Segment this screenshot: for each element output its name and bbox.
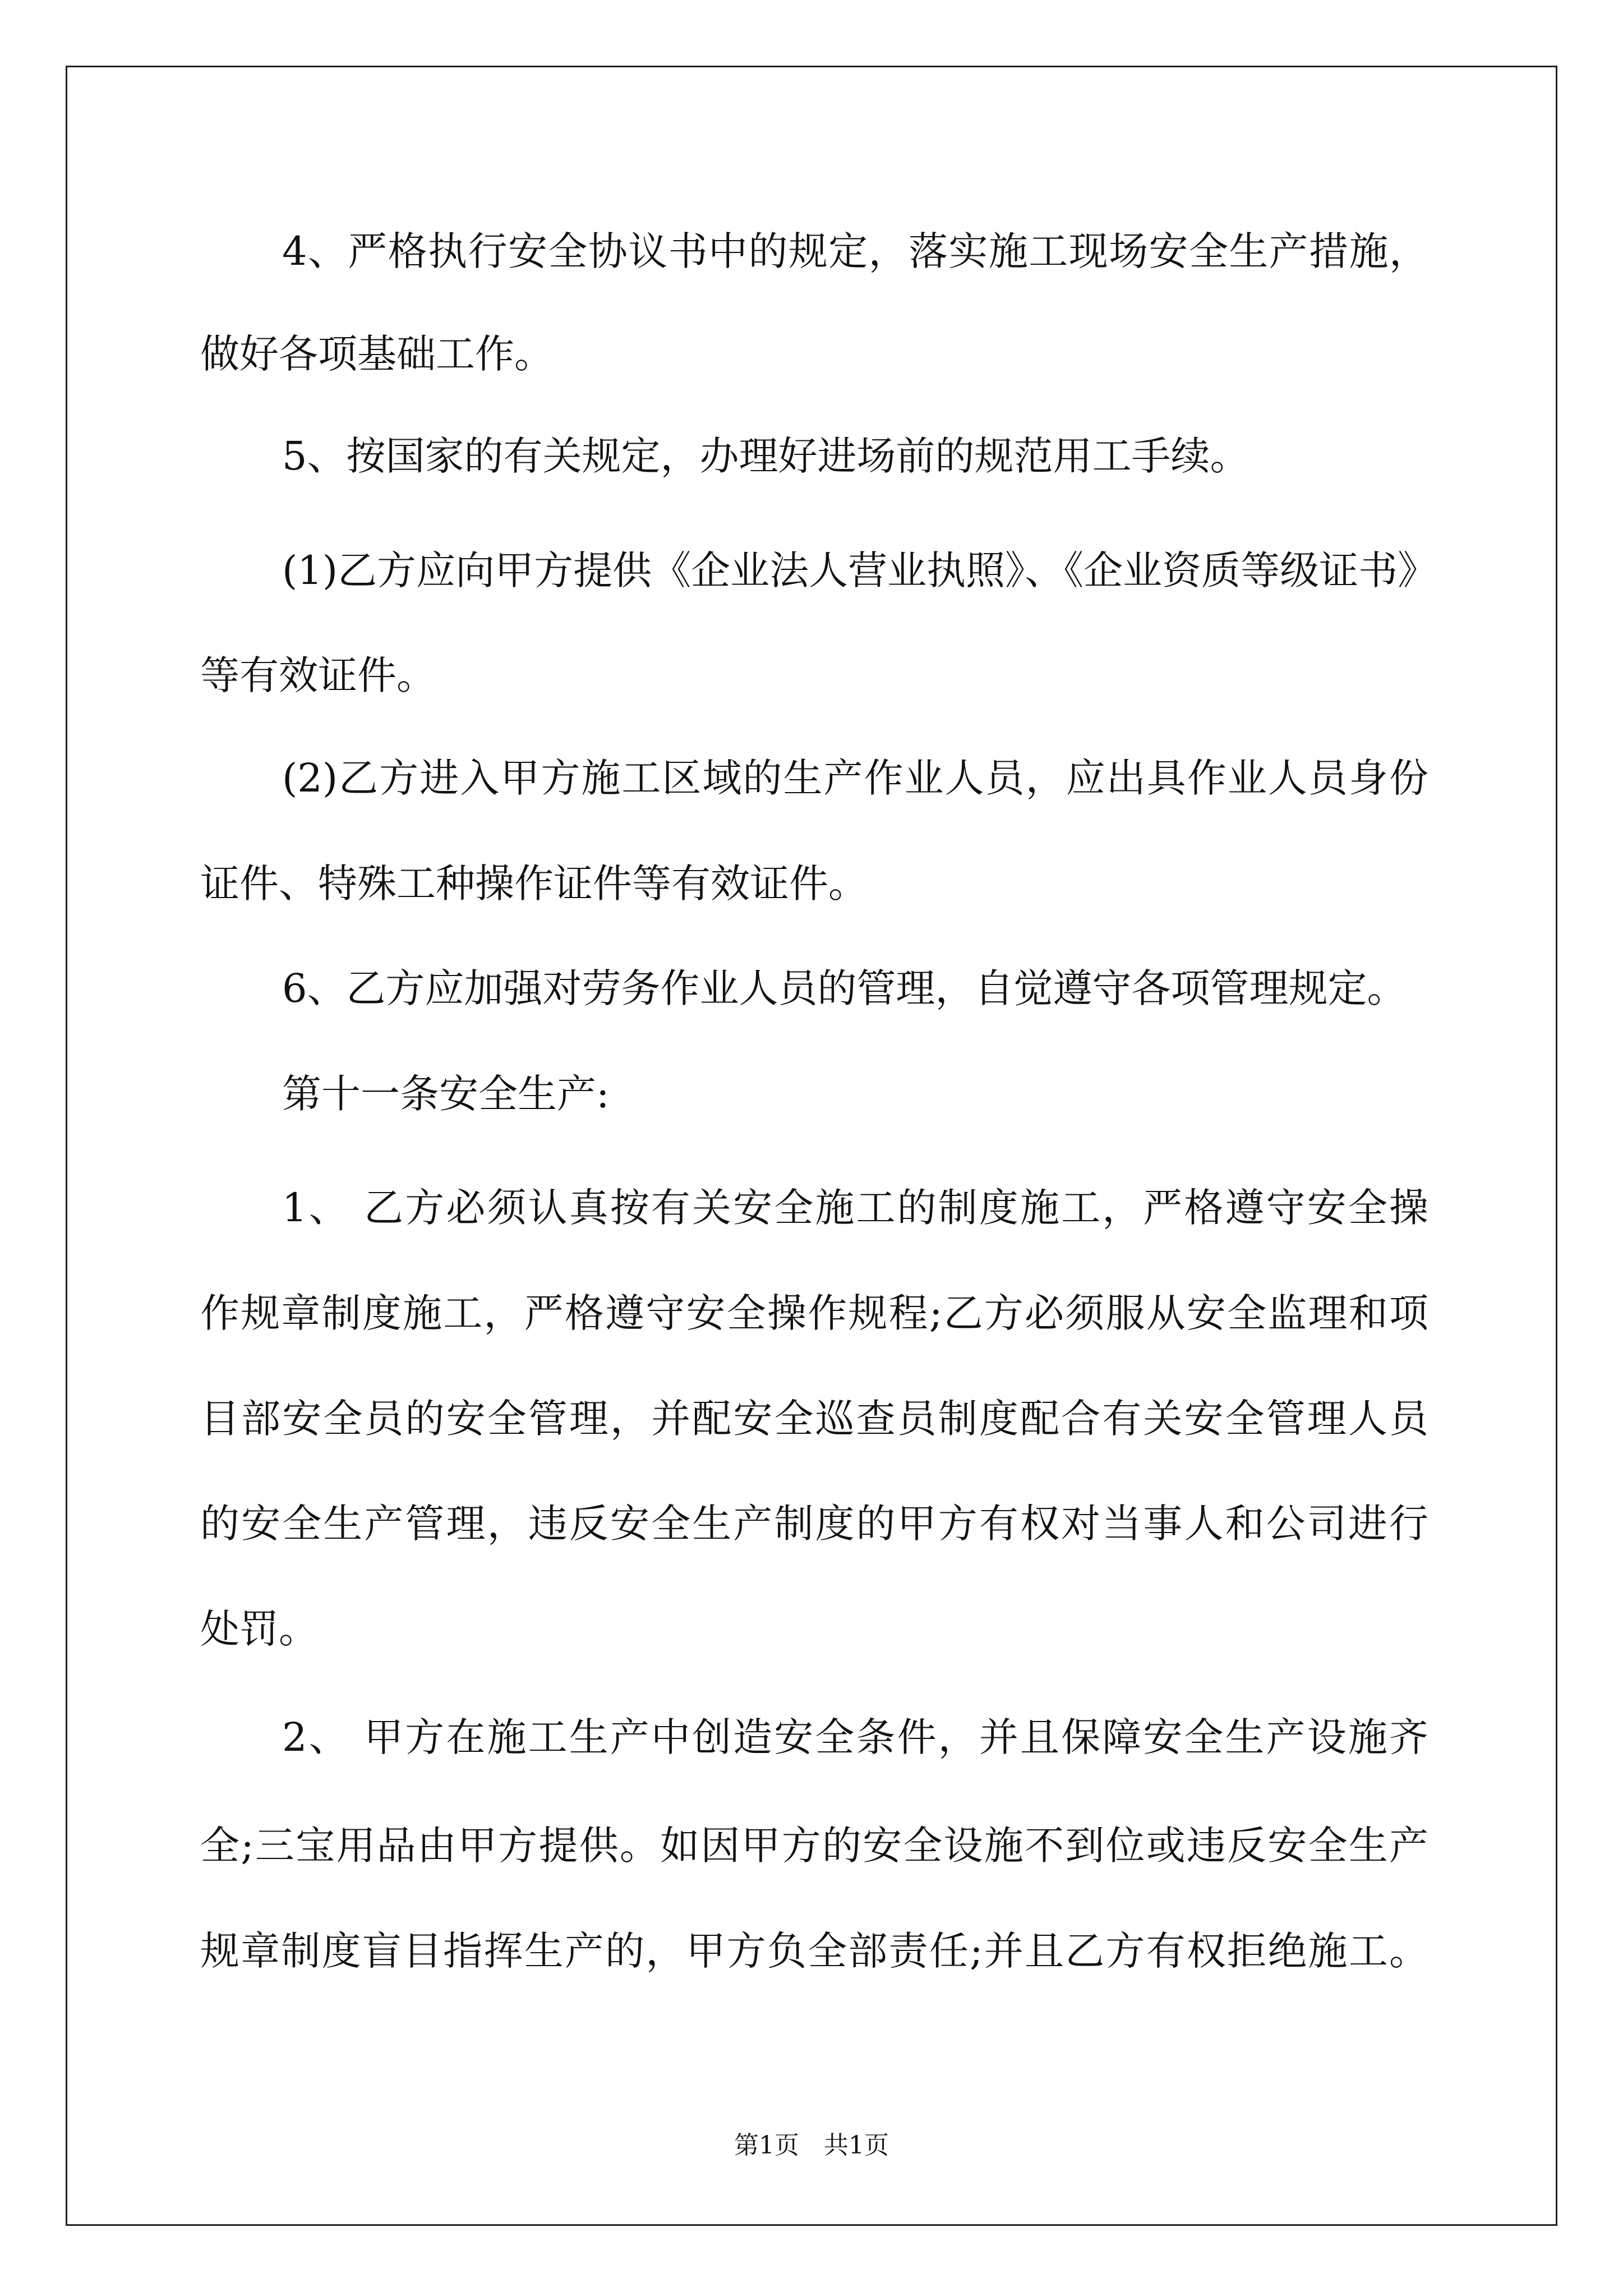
text-line: 目部安全员的安全管理，并配安全巡查员制度配合有关安全管理人员 [200, 1396, 1428, 1442]
text-line: 作规章制度施工，严格遵守安全操作规程;乙方必须服从安全监理和项 [200, 1290, 1428, 1336]
text-line: 证件、特殊工种操作证件等有效证件。 [200, 861, 868, 907]
text-line: 4、严格执行安全协议书中的规定，落实施工现场安全生产措施， [282, 228, 1428, 274]
page-border [66, 66, 1557, 2226]
text-line: 5、按国家的有关规定，办理好进场前的规范用工手续。 [282, 433, 1249, 479]
text-line: 等有效证件。 [200, 652, 436, 698]
text-line: 2、 甲方在施工生产中创造安全条件，并且保障安全生产设施齐 [282, 1714, 1428, 1760]
text-line: 处罚。 [200, 1606, 318, 1652]
text-line: 全;三宝用品由甲方提供。如因甲方的安全设施不到位或违反安全生产 [200, 1823, 1428, 1869]
text-line: (1)乙方应向甲方提供《企业法人营业执照》、《企业资质等级证书》 [282, 547, 1437, 593]
text-line: 规章制度盲目指挥生产的，甲方负全部责任;并且乙方有权拒绝施工。 [200, 1928, 1428, 1974]
text-line: 做好各项基础工作。 [200, 331, 554, 377]
section-heading: 第十一条安全生产: [282, 1071, 610, 1117]
text-line: 的安全生产管理，违反安全生产制度的甲方有权对当事人和公司进行 [200, 1501, 1428, 1547]
page-number-footer: 第1页 共1页 [734, 2131, 889, 2160]
text-line: (2)乙方进入甲方施工区域的生产作业人员，应出具作业人员身份 [282, 755, 1428, 801]
text-line: 1、 乙方必须认真按有关安全施工的制度施工，严格遵守安全操 [282, 1185, 1428, 1231]
text-line: 6、乙方应加强对劳务作业人员的管理，自觉遵守各项管理规定。 [282, 965, 1407, 1011]
